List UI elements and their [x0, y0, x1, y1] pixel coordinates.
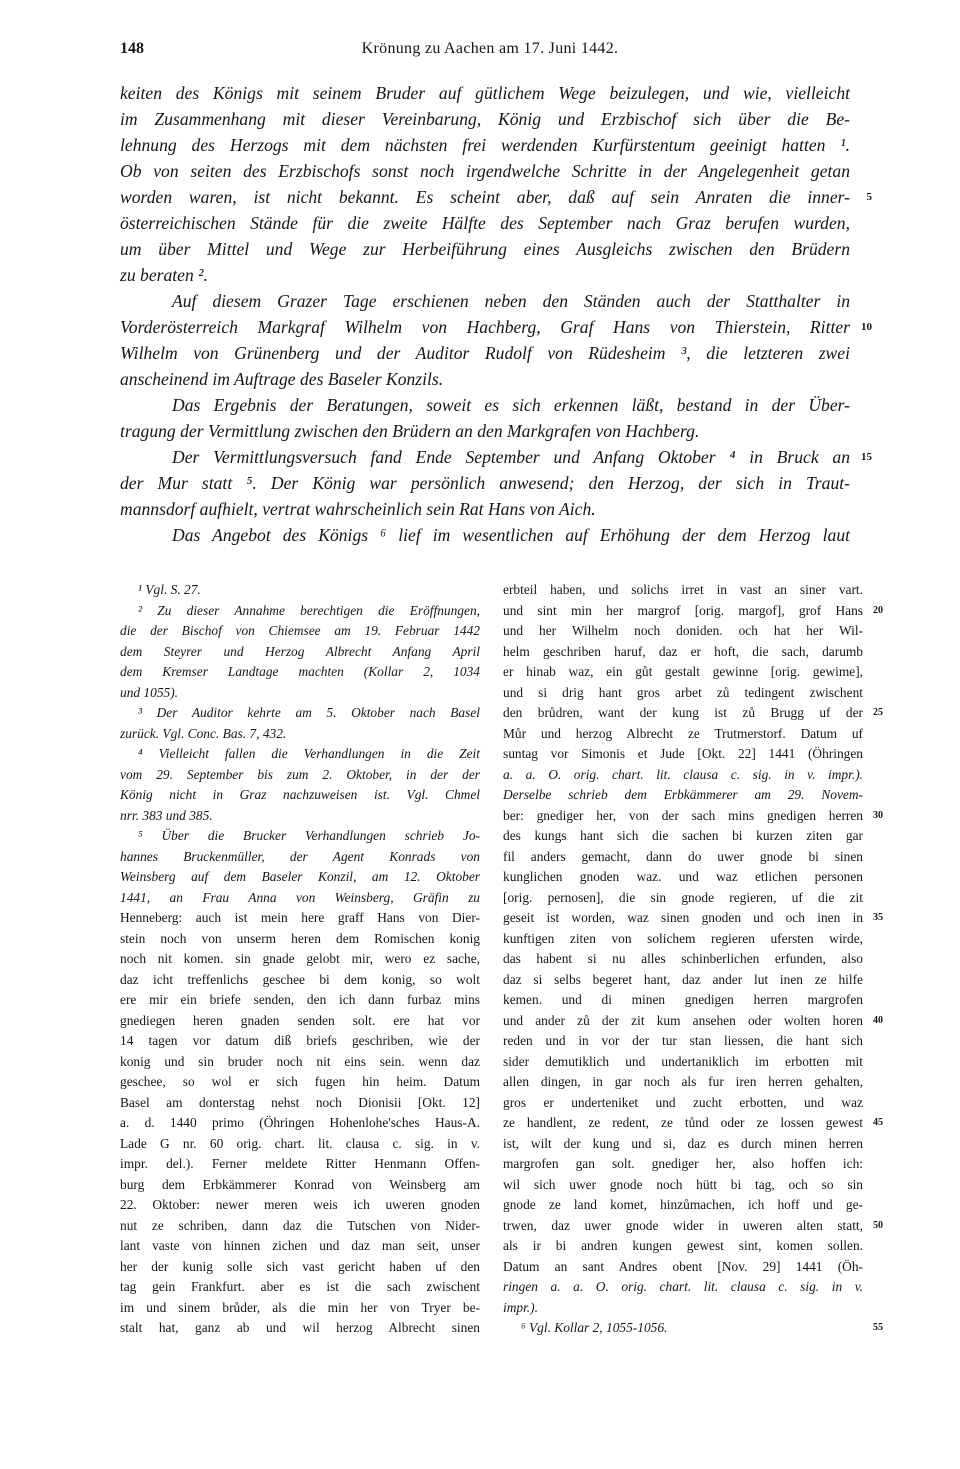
line-text: wil sich uwer gnode noch hütt bi tag, och so sin: [503, 1176, 863, 1192]
line-text: worden waren, ist nicht bekannt. Es scheint aber, daß auf sein Anraten die inner-: [120, 187, 850, 207]
footnote-line: [503, 683, 863, 704]
line-number: 55: [873, 1322, 883, 1333]
line-text: daz icht treffenlichs geschee bi dem konig, so wolt: [120, 971, 480, 987]
footnote-line: [503, 888, 863, 909]
line-text: kemen. und di minen gnedigen herren margrofen: [503, 992, 863, 1007]
line-text: impr.).: [503, 1299, 538, 1315]
footnote-line: [503, 1134, 863, 1155]
line-text: das habent si nu alles schinberlichen erfunden, also: [503, 951, 863, 966]
line-text: tag gein Frankfurt. aber es ist die sach zwischent: [120, 1279, 480, 1294]
footnote-line: [120, 908, 480, 929]
line-text: sider demutiklich und undertaniklich im erbotten mit: [503, 1053, 863, 1069]
footnote-line: [120, 683, 480, 704]
footnote-line: [503, 867, 863, 888]
line-text: Das Ergebnis der Beratungen, soweit es sich erkennen läßt, bestand in der Über-: [172, 395, 850, 415]
line-text: im und sinem brůder, als die min her von Tryer be-: [120, 1299, 480, 1315]
footnote-line: [120, 601, 480, 622]
footnote-line: [503, 949, 863, 970]
line-text: helm geschriben haruf, daz er hoft, die sach, darumb: [503, 643, 863, 659]
footnote-line: [503, 621, 863, 642]
footnote-line: [503, 1113, 883, 1134]
text-line: [120, 496, 850, 522]
footnote-line: [503, 724, 863, 745]
text-line: [120, 262, 850, 288]
line-text: konig und sin bruder noch nit eins sein. wenn daz: [120, 1053, 480, 1069]
line-text: tragung der Vermittlung zwischen den Brüdern an den Markgrafen von Hachberg.: [120, 421, 700, 441]
line-text: lehnung des Herzogs mit dem nächsten frei werdenden Kurfürstentum geeinigt hatten ¹.: [120, 135, 850, 155]
line-text: geschee, so wol er sich fugen hin heim. Datum: [120, 1074, 480, 1089]
footnote-line: [503, 1277, 863, 1298]
footnote-line: [503, 703, 883, 724]
line-text: reden und in vor der tur stan liessen, die hant sich: [503, 1033, 863, 1048]
line-number: 50: [873, 1219, 883, 1231]
line-text: gnediegen heren gnaden senden solt. ere hat vor: [120, 1012, 480, 1028]
line-text: ³ Der Auditor kehrte am 5. Oktober nach Basel: [138, 705, 480, 720]
running-title: Krönung zu Aachen am 17. Juni 1442.: [361, 40, 619, 57]
line-text: stalt hat, ganz ab und wil herzog Albrecht sinen: [120, 1320, 480, 1335]
footnote-line: [503, 662, 863, 683]
text-line: [120, 418, 850, 444]
line-text: mannsdorf aufhielt, vertrat wahrscheinlich sein Rat Hans von Aich.: [120, 499, 596, 519]
line-text: [orig. pernosen], die sin gnode regieren, uf die zit: [503, 889, 863, 905]
line-text: Můr und herzog Albrecht ze Trutmerstorf. Datum uf: [503, 725, 863, 741]
footnote-line: [120, 1216, 480, 1237]
line-text: noch nit komen. sin gnade gelobt mir, wero ez sache,: [120, 951, 480, 966]
line-text: ⁵ Über die Brucker Verhandlungen schrieb Jo-: [138, 828, 480, 843]
page-number: 148: [120, 40, 144, 57]
line-text: 22. Oktober: newer meren weis ich uweren gnoden: [120, 1197, 480, 1212]
footnote-line: [503, 1093, 863, 1114]
footnote-line: [503, 806, 883, 827]
footnote-line: [503, 1052, 863, 1073]
line-text: kunglichen gnoden waz. und waz etlichen personen: [503, 869, 863, 884]
footnote-line: [503, 1175, 863, 1196]
footnote-line: [503, 765, 863, 786]
line-text: zu beraten ².: [120, 265, 208, 285]
text-line: [120, 340, 850, 366]
footnote-line: [120, 703, 480, 724]
line-text: allen dingen, in gar noch als fur iren herren gehalten,: [503, 1074, 863, 1089]
line-text: geseit ist worden, waz sinen gnoden und och inen in: [503, 910, 863, 925]
footnote-line: [120, 929, 480, 950]
footnote-line: [503, 580, 863, 601]
line-number: 40: [873, 1014, 883, 1026]
line-text: als ir bi andren kungen gewest sint, komen sollen.: [503, 1238, 863, 1253]
footnote-line: [120, 1257, 480, 1278]
footnote-line: [120, 1031, 480, 1052]
line-text: nut ze schriben, dann daz die Tutschen von Nider-: [120, 1217, 480, 1233]
line-text: stein noch von unserm heren dem Romischen konig: [120, 930, 480, 946]
line-text: zurück. Vgl. Conc. Bas. 7, 432.: [120, 725, 287, 741]
line-text: daz si selbs begeret hant, daz ander lut inen ze hilfe: [503, 971, 863, 987]
footnote-line: [120, 744, 480, 765]
text-line: [120, 132, 850, 158]
footnote-line: [120, 1318, 480, 1339]
line-text: Basel am donterstag nehst noch Dionisii [Okt. 12]: [120, 1094, 480, 1110]
line-text: vom 29. September bis zum 2. Oktober, in der der: [120, 766, 480, 782]
line-text: die der Bischof von Chiemsee am 19. Februar 1442: [120, 623, 480, 638]
footnote-line: [120, 1195, 480, 1216]
footnote-line: [120, 1113, 480, 1134]
line-text: gros er underteniket und zucht erbotten, und waz: [503, 1094, 863, 1110]
line-text: ber: gnediger her, von der sach mins gnedigen herren: [503, 807, 863, 823]
line-text: burg dem Erbkämmerer Konrad von Weinsberg am: [120, 1176, 480, 1192]
line-text: und sint min her margrof [orig. margof], grof Hans: [503, 602, 863, 618]
footnote-line: [120, 970, 480, 991]
footnote-line: [120, 1052, 480, 1073]
line-number: 5: [866, 191, 872, 203]
footnote-line: [503, 642, 863, 663]
line-text: hannes Bruckenmüller, der Agent Konrads von: [120, 848, 480, 864]
line-text: den brůdren, want der kung ist zů Brugg uf der: [503, 705, 863, 720]
line-text: erbteil haben, und solichs irret in vast an siner vart.: [503, 582, 863, 597]
footnote-line: [503, 785, 863, 806]
text-line: [120, 288, 850, 314]
footnote-line: [120, 806, 480, 827]
line-text: anscheinend im Auftrage des Baseler Konzils.: [120, 369, 444, 389]
line-text: um über Mittel und Wege zur Herbeiführung eines Ausgleichs zwischen den Brüdern: [120, 239, 850, 259]
text-line: [120, 470, 850, 496]
footnote-line: [503, 1195, 863, 1216]
footnote-line: [120, 662, 480, 683]
line-text: nrr. 383 und 385.: [120, 807, 213, 823]
line-text: ¹ Vgl. S. 27.: [138, 582, 201, 597]
line-text: dem Steyrer und Herzog Albrecht Anfang April: [120, 643, 480, 659]
footnote-line: [503, 1257, 863, 1278]
line-text: Das Angebot des Königs ⁶ lief im wesentlichen auf Erhöhung der dem Herzog laut: [172, 525, 850, 545]
line-text: 14 tagen vor datum diß briefs geschriben, wie der: [120, 1033, 480, 1048]
line-text: keiten des Königs mit seinem Bruder auf gütlichem Wege beizulegen, und wie, vielleicht: [120, 83, 850, 103]
line-number: 15: [861, 451, 872, 463]
footnotes-right-column: [503, 580, 883, 1339]
line-number: 45: [873, 1117, 883, 1128]
footnote-line: [503, 1318, 883, 1339]
line-text: ze handlent, ze redent, ze tůnd oder ze lossen gewest: [503, 1115, 863, 1130]
line-text: suntag vor Simonis et Jude [Okt. 22] 1441 (Öhringen: [503, 746, 863, 761]
line-text: fil anders gemacht, dann do uwer gnode bi sinen: [503, 848, 863, 864]
text-line: [120, 444, 872, 470]
line-text: ² Zu dieser Annahme berechtigen die Eröffnungen,: [138, 602, 480, 618]
footnote-line: [120, 724, 480, 745]
page-header: [120, 40, 860, 60]
footnote-line: [503, 1216, 883, 1237]
footnote-line: [120, 1093, 480, 1114]
line-number: 10: [861, 321, 872, 333]
footnote-line: [120, 1175, 480, 1196]
footnote-line: [503, 1072, 863, 1093]
text-line: [120, 522, 850, 548]
footnote-line: [503, 1031, 863, 1052]
text-line: [120, 106, 850, 132]
text-line: [120, 392, 850, 418]
footnote-line: [503, 744, 863, 765]
line-text: Ob von seiten des Erzbischofs sonst noch irgendwelche Schritte in der Angelegenheit getan: [120, 161, 850, 181]
footnote-line: [120, 1236, 480, 1257]
line-number: 20: [873, 604, 883, 616]
footnote-line: [120, 867, 480, 888]
footnote-line: [503, 1011, 883, 1032]
footnote-line: [120, 1277, 480, 1298]
line-text: margrofen gan solt. gnediger her, also hoffen ich:: [503, 1156, 863, 1171]
line-text: dem Kremser Landtage machten (Kollar 2, 1034: [120, 664, 480, 679]
line-text: 1441, an Frau Anna von Weinsberg, Gräfin zu: [120, 889, 480, 905]
text-line: [120, 80, 850, 106]
line-text: Henneberg: auch ist mein here graff Hans von Dier-: [120, 910, 480, 925]
text-line: [120, 210, 850, 236]
line-text: ⁴ Vielleicht fallen die Verhandlungen in die Zeit: [138, 746, 480, 761]
footnote-line: [120, 621, 480, 642]
line-text: er hinab waz, ein gůt gestalt gewinne [orig. gewime],: [503, 664, 863, 679]
footnote-line: [503, 970, 863, 991]
line-text: a. a. O. orig. chart. lit. clausa c. sig. in v. impr.).: [503, 766, 863, 782]
line-text: König nicht in Graz nachzuweisen ist. Vgl. Chmel: [120, 787, 480, 802]
line-number: 35: [873, 912, 883, 923]
footnote-line: [120, 1154, 480, 1175]
line-text: Auf diesem Grazer Tage erschienen neben den Ständen auch der Statthalter in: [172, 291, 850, 311]
line-text: impr. del.). Ferner meldete Ritter Henmann Offen-: [120, 1156, 480, 1171]
line-text: und si drig hant gros arbet zů tedingent zwischent: [503, 684, 863, 700]
footnote-line: [503, 1154, 863, 1175]
footnote-line: [503, 1236, 863, 1257]
footnote-line: [120, 949, 480, 970]
text-line: [120, 184, 872, 210]
footnote-line: [120, 826, 480, 847]
line-number: 25: [873, 707, 883, 718]
footnote-line: [120, 990, 480, 1011]
footnote-line: [120, 765, 480, 786]
line-text: Wilhelm von Grünenberg und der Auditor Rudolf von Rüdesheim ³, die letzteren zwei: [120, 343, 850, 363]
line-text: Datum an sant Andres obent [Nov. 29] 1441 (Öh-: [503, 1258, 863, 1274]
footnote-line: [503, 847, 863, 868]
line-text: und 1055).: [120, 684, 179, 700]
line-text: des kungs hant sich die sachen bi kurzen ziten gar: [503, 828, 863, 843]
footnote-line: [503, 826, 863, 847]
line-text: im Zusammenhang mit dieser Vereinbarung, König und Erzbischof sich über die Be-: [120, 109, 850, 129]
line-text: der Mur statt ⁵. Der König war persönlich anwesend; den Herzog, der sich in Traut-: [120, 473, 850, 493]
line-text: Der Vermittlungsversuch fand Ende September und Anfang Oktober ⁴ in Bruck an: [172, 447, 850, 467]
footnote-line: [120, 580, 480, 601]
line-text: ⁶ Vgl. Kollar 2, 1055-1056.: [521, 1320, 668, 1335]
main-text: [120, 80, 872, 548]
line-text: ere mir ein briefe senden, den ich dann furbaz mins: [120, 992, 480, 1007]
footnotes-left-column: [120, 580, 480, 1339]
footnote-line: [120, 785, 480, 806]
text-line: [120, 158, 850, 184]
line-text: ringen a. a. O. orig. chart. lit. clausa c. sig. in v.: [503, 1279, 863, 1294]
footnote-line: [503, 1298, 863, 1319]
line-text: Weinsberg auf dem Baseler Konzil, am 12. Oktober: [120, 869, 480, 884]
line-text: Lade G nr. 60 orig. chart. lit. clausa c. sig. in v.: [120, 1135, 480, 1151]
text-line: [120, 366, 850, 392]
footnote-line: [503, 990, 863, 1011]
footnote-line: [120, 888, 480, 909]
footnote-line: [120, 1298, 480, 1319]
line-text: österreichischen Stände für die zweite Hälfte des September nach Graz berufen wurden,: [120, 213, 850, 233]
footnote-line: [503, 601, 883, 622]
line-number: 30: [873, 809, 883, 821]
footnote-line: [120, 847, 480, 868]
line-text: Vorderösterreich Markgraf Wilhelm von Hachberg, Graf Hans von Thierstein, Ritter: [120, 317, 850, 337]
line-text: ist, wilt der kung und si, daz es durch minen herren: [503, 1135, 863, 1151]
footnote-line: [503, 929, 863, 950]
footnote-line: [503, 908, 883, 929]
footnote-line: [120, 1134, 480, 1155]
line-text: trwen, daz uwer gnode wider in uweren alten statt,: [503, 1217, 863, 1233]
line-text: her der kunig solle sich vast gericht haben uf den: [120, 1258, 480, 1274]
line-text: a. d. 1440 primo (Öhringen Hohenlohe'sches Haus-A.: [120, 1115, 480, 1130]
line-text: und ander zů der zit kum ansehen oder wolten horen: [503, 1012, 863, 1028]
line-text: gnode ze land komet, hinzůmachen, ich hoff und ge-: [503, 1197, 863, 1212]
line-text: und her Wilhelm noch doniden. och hat her Wil-: [503, 623, 863, 638]
line-text: kunftigen ziten von solichem regieren ufersten wirde,: [503, 930, 863, 946]
line-text: Derselbe schrieb dem Erbkämmerer am 29. Novem-: [503, 787, 863, 802]
footnote-line: [120, 1072, 480, 1093]
text-line: [120, 236, 850, 262]
text-line: [120, 314, 872, 340]
line-text: lant vaste von hinnen zichen und daz man seit, unser: [120, 1238, 480, 1253]
footnote-line: [120, 1011, 480, 1032]
footnote-line: [120, 642, 480, 663]
